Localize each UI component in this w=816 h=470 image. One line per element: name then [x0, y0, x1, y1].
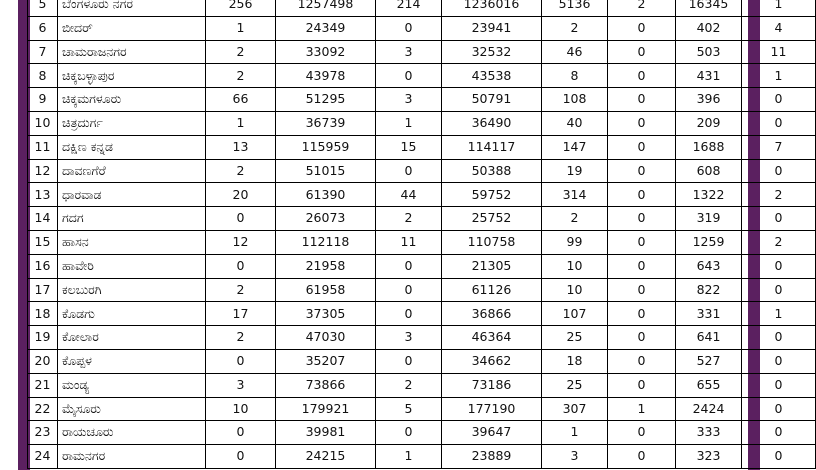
serial-number-cell: 23	[28, 421, 58, 445]
value-cell-3: 44	[376, 183, 442, 207]
value-cell-3: 15	[376, 135, 442, 159]
district-name-cell: ರಾಮನಗರ	[58, 445, 206, 469]
value-cell-3: 0	[376, 16, 442, 40]
value-cell-1: 1	[206, 111, 276, 135]
value-cell-8: 0	[742, 254, 816, 278]
value-cell-1: 0	[206, 421, 276, 445]
value-cell-4: 110758	[442, 230, 542, 254]
district-name-cell: ಚಿಕ್ಕಮಗಳೂರು	[58, 88, 206, 112]
value-cell-8: 1	[742, 302, 816, 326]
value-cell-4: 21305	[442, 254, 542, 278]
value-cell-3: 0	[376, 349, 442, 373]
table-row	[28, 373, 816, 397]
value-cell-8: 0	[742, 373, 816, 397]
value-cell-6: 0	[608, 40, 676, 64]
district-name-cell: ಕೋಲಾರ	[58, 326, 206, 350]
serial-number-cell: 5	[28, 0, 58, 16]
serial-number-cell: 17	[28, 278, 58, 302]
value-cell-8: 0	[742, 397, 816, 421]
table-row	[28, 302, 816, 326]
value-cell-2: 43978	[276, 64, 376, 88]
value-cell-3: 0	[376, 64, 442, 88]
value-cell-4: 23889	[442, 445, 542, 469]
value-cell-5: 18	[542, 349, 608, 373]
value-cell-6: 0	[608, 373, 676, 397]
serial-number-cell: 14	[28, 207, 58, 231]
table-row	[28, 326, 816, 350]
value-cell-3: 5	[376, 397, 442, 421]
value-cell-7: 2424	[676, 397, 742, 421]
value-cell-7: 396	[676, 88, 742, 112]
value-cell-7: 431	[676, 64, 742, 88]
value-cell-8: 0	[742, 421, 816, 445]
value-cell-6: 0	[608, 88, 676, 112]
value-cell-5: 1	[542, 421, 608, 445]
value-cell-7: 641	[676, 326, 742, 350]
value-cell-1: 2	[206, 278, 276, 302]
value-cell-7: 331	[676, 302, 742, 326]
table-row	[28, 349, 816, 373]
value-cell-1: 256	[206, 0, 276, 16]
value-cell-5: 10	[542, 254, 608, 278]
value-cell-2: 35207	[276, 349, 376, 373]
table-row	[28, 397, 816, 421]
value-cell-6: 0	[608, 64, 676, 88]
value-cell-3: 0	[376, 302, 442, 326]
serial-number-cell: 10	[28, 111, 58, 135]
value-cell-2: 112118	[276, 230, 376, 254]
value-cell-2: 1257498	[276, 0, 376, 16]
value-cell-8: 11	[742, 40, 816, 64]
district-name-cell: ದಾವಣಗೆರೆ	[58, 159, 206, 183]
value-cell-2: 115959	[276, 135, 376, 159]
value-cell-3: 2	[376, 373, 442, 397]
value-cell-1: 0	[206, 254, 276, 278]
value-cell-7: 323	[676, 445, 742, 469]
value-cell-4: 1236016	[442, 0, 542, 16]
value-cell-2: 51295	[276, 88, 376, 112]
value-cell-6: 0	[608, 111, 676, 135]
value-cell-3: 3	[376, 40, 442, 64]
value-cell-6: 0	[608, 254, 676, 278]
value-cell-5: 5136	[542, 0, 608, 16]
value-cell-1: 66	[206, 88, 276, 112]
value-cell-1: 3	[206, 373, 276, 397]
serial-number-cell: 15	[28, 230, 58, 254]
value-cell-2: 61958	[276, 278, 376, 302]
district-name-cell: ದಕ್ಷಿಣ ಕನ್ನಡ	[58, 135, 206, 159]
value-cell-3: 1	[376, 445, 442, 469]
value-cell-7: 822	[676, 278, 742, 302]
value-cell-8: 0	[742, 111, 816, 135]
table-row	[28, 64, 816, 88]
value-cell-6: 0	[608, 302, 676, 326]
value-cell-2: 179921	[276, 397, 376, 421]
district-name-cell: ಧಾರವಾಡ	[58, 183, 206, 207]
value-cell-8: 2	[742, 230, 816, 254]
value-cell-5: 3	[542, 445, 608, 469]
value-cell-3: 11	[376, 230, 442, 254]
value-cell-4: 46364	[442, 326, 542, 350]
value-cell-4: 36490	[442, 111, 542, 135]
value-cell-8: 0	[742, 445, 816, 469]
serial-number-cell: 16	[28, 254, 58, 278]
value-cell-1: 0	[206, 207, 276, 231]
table-row	[28, 183, 816, 207]
value-cell-4: 59752	[442, 183, 542, 207]
district-name-cell: ಚಿಕ್ಕಬಳ್ಳಾಪುರ	[58, 64, 206, 88]
value-cell-2: 39981	[276, 421, 376, 445]
value-cell-7: 1322	[676, 183, 742, 207]
value-cell-3: 214	[376, 0, 442, 16]
value-cell-2: 24349	[276, 16, 376, 40]
value-cell-3: 3	[376, 88, 442, 112]
value-cell-4: 25752	[442, 207, 542, 231]
serial-number-cell: 13	[28, 183, 58, 207]
value-cell-6: 1	[608, 397, 676, 421]
value-cell-7: 655	[676, 373, 742, 397]
table-row	[28, 421, 816, 445]
value-cell-2: 37305	[276, 302, 376, 326]
value-cell-3: 0	[376, 254, 442, 278]
value-cell-7: 1259	[676, 230, 742, 254]
value-cell-6: 0	[608, 159, 676, 183]
value-cell-6: 0	[608, 278, 676, 302]
value-cell-6: 0	[608, 421, 676, 445]
district-name-cell: ಕೊಡಗು	[58, 302, 206, 326]
value-cell-7: 527	[676, 349, 742, 373]
value-cell-7: 333	[676, 421, 742, 445]
value-cell-3: 1	[376, 111, 442, 135]
value-cell-5: 10	[542, 278, 608, 302]
serial-number-cell: 20	[28, 349, 58, 373]
value-cell-5: 307	[542, 397, 608, 421]
value-cell-1: 2	[206, 159, 276, 183]
value-cell-1: 12	[206, 230, 276, 254]
table-row	[28, 254, 816, 278]
value-cell-6: 0	[608, 183, 676, 207]
value-cell-4: 61126	[442, 278, 542, 302]
value-cell-8: 0	[742, 326, 816, 350]
serial-number-cell: 9	[28, 88, 58, 112]
district-name-cell: ಮಂಡ್ಯ	[58, 373, 206, 397]
value-cell-4: 73186	[442, 373, 542, 397]
value-cell-1: 0	[206, 445, 276, 469]
district-name-cell: ಬೆಂಗಳೂರು ನಗರ	[58, 0, 206, 16]
table-row	[28, 135, 816, 159]
table-row	[28, 230, 816, 254]
serial-number-cell: 22	[28, 397, 58, 421]
value-cell-4: 23941	[442, 16, 542, 40]
value-cell-1: 2	[206, 64, 276, 88]
district-name-cell: ಮೈಸೂರು	[58, 397, 206, 421]
value-cell-8: 1	[742, 64, 816, 88]
value-cell-5: 40	[542, 111, 608, 135]
serial-number-cell: 11	[28, 135, 58, 159]
value-cell-3: 0	[376, 278, 442, 302]
table-row	[28, 40, 816, 64]
district-name-cell: ಹಾವೇರಿ	[58, 254, 206, 278]
serial-number-cell: 24	[28, 445, 58, 469]
serial-number-cell: 8	[28, 64, 58, 88]
value-cell-8: 0	[742, 207, 816, 231]
value-cell-2: 73866	[276, 373, 376, 397]
table-row	[28, 0, 816, 16]
district-name-cell: ಬೀದರ್	[58, 16, 206, 40]
district-name-cell: ಚಾಮರಾಜನಗರ	[58, 40, 206, 64]
serial-number-cell: 6	[28, 16, 58, 40]
value-cell-5: 107	[542, 302, 608, 326]
value-cell-3: 0	[376, 421, 442, 445]
serial-number-cell: 12	[28, 159, 58, 183]
table-row	[28, 111, 816, 135]
value-cell-7: 319	[676, 207, 742, 231]
value-cell-2: 33092	[276, 40, 376, 64]
table-row	[28, 88, 816, 112]
value-cell-2: 21958	[276, 254, 376, 278]
value-cell-4: 114117	[442, 135, 542, 159]
table-row	[28, 16, 816, 40]
value-cell-4: 43538	[442, 64, 542, 88]
value-cell-8: 0	[742, 349, 816, 373]
value-cell-1: 13	[206, 135, 276, 159]
value-cell-6: 0	[608, 326, 676, 350]
value-cell-2: 51015	[276, 159, 376, 183]
value-cell-8: 0	[742, 88, 816, 112]
value-cell-6: 0	[608, 230, 676, 254]
value-cell-4: 32532	[442, 40, 542, 64]
value-cell-1: 0	[206, 349, 276, 373]
value-cell-6: 0	[608, 135, 676, 159]
district-name-cell: ಹಾಸನ	[58, 230, 206, 254]
value-cell-7: 209	[676, 111, 742, 135]
value-cell-6: 0	[608, 16, 676, 40]
serial-number-cell: 19	[28, 326, 58, 350]
value-cell-7: 608	[676, 159, 742, 183]
value-cell-5: 2	[542, 207, 608, 231]
value-cell-2: 24215	[276, 445, 376, 469]
value-cell-5: 46	[542, 40, 608, 64]
value-cell-4: 50388	[442, 159, 542, 183]
value-cell-7: 503	[676, 40, 742, 64]
value-cell-1: 10	[206, 397, 276, 421]
value-cell-1: 2	[206, 326, 276, 350]
serial-number-cell: 21	[28, 373, 58, 397]
value-cell-2: 36739	[276, 111, 376, 135]
value-cell-4: 34662	[442, 349, 542, 373]
value-cell-4: 50791	[442, 88, 542, 112]
value-cell-8: 2	[742, 183, 816, 207]
value-cell-7: 16345	[676, 0, 742, 16]
district-name-cell: ಕಲಬುರಗಿ	[58, 278, 206, 302]
value-cell-7: 643	[676, 254, 742, 278]
value-cell-8: 0	[742, 278, 816, 302]
value-cell-8: 1	[742, 0, 816, 16]
value-cell-5: 8	[542, 64, 608, 88]
value-cell-5: 99	[542, 230, 608, 254]
value-cell-2: 61390	[276, 183, 376, 207]
value-cell-7: 1688	[676, 135, 742, 159]
value-cell-8: 4	[742, 16, 816, 40]
table-row	[28, 159, 816, 183]
value-cell-4: 177190	[442, 397, 542, 421]
value-cell-5: 25	[542, 326, 608, 350]
value-cell-6: 0	[608, 445, 676, 469]
value-cell-1: 17	[206, 302, 276, 326]
table-row	[28, 207, 816, 231]
value-cell-5: 147	[542, 135, 608, 159]
value-cell-2: 26073	[276, 207, 376, 231]
value-cell-5: 25	[542, 373, 608, 397]
district-data-table	[27, 0, 816, 469]
value-cell-5: 19	[542, 159, 608, 183]
table-row	[28, 278, 816, 302]
table-row	[28, 445, 816, 469]
value-cell-3: 2	[376, 207, 442, 231]
value-cell-8: 0	[742, 159, 816, 183]
district-name-cell: ಚಿತ್ರದುರ್ಗ	[58, 111, 206, 135]
value-cell-1: 1	[206, 16, 276, 40]
value-cell-5: 2	[542, 16, 608, 40]
serial-number-cell: 18	[28, 302, 58, 326]
value-cell-6: 0	[608, 349, 676, 373]
table-body	[28, 0, 816, 468]
serial-number-cell: 7	[28, 40, 58, 64]
district-name-cell: ಗದಗ	[58, 207, 206, 231]
value-cell-5: 108	[542, 88, 608, 112]
value-cell-4: 36866	[442, 302, 542, 326]
value-cell-6: 2	[608, 0, 676, 16]
district-name-cell: ರಾಯಚೂರು	[58, 421, 206, 445]
value-cell-6: 0	[608, 207, 676, 231]
value-cell-1: 20	[206, 183, 276, 207]
value-cell-1: 2	[206, 40, 276, 64]
value-cell-2: 47030	[276, 326, 376, 350]
value-cell-3: 0	[376, 159, 442, 183]
value-cell-7: 402	[676, 16, 742, 40]
value-cell-5: 314	[542, 183, 608, 207]
value-cell-8: 7	[742, 135, 816, 159]
value-cell-4: 39647	[442, 421, 542, 445]
district-name-cell: ಕೊಪ್ಪಳ	[58, 349, 206, 373]
value-cell-3: 3	[376, 326, 442, 350]
